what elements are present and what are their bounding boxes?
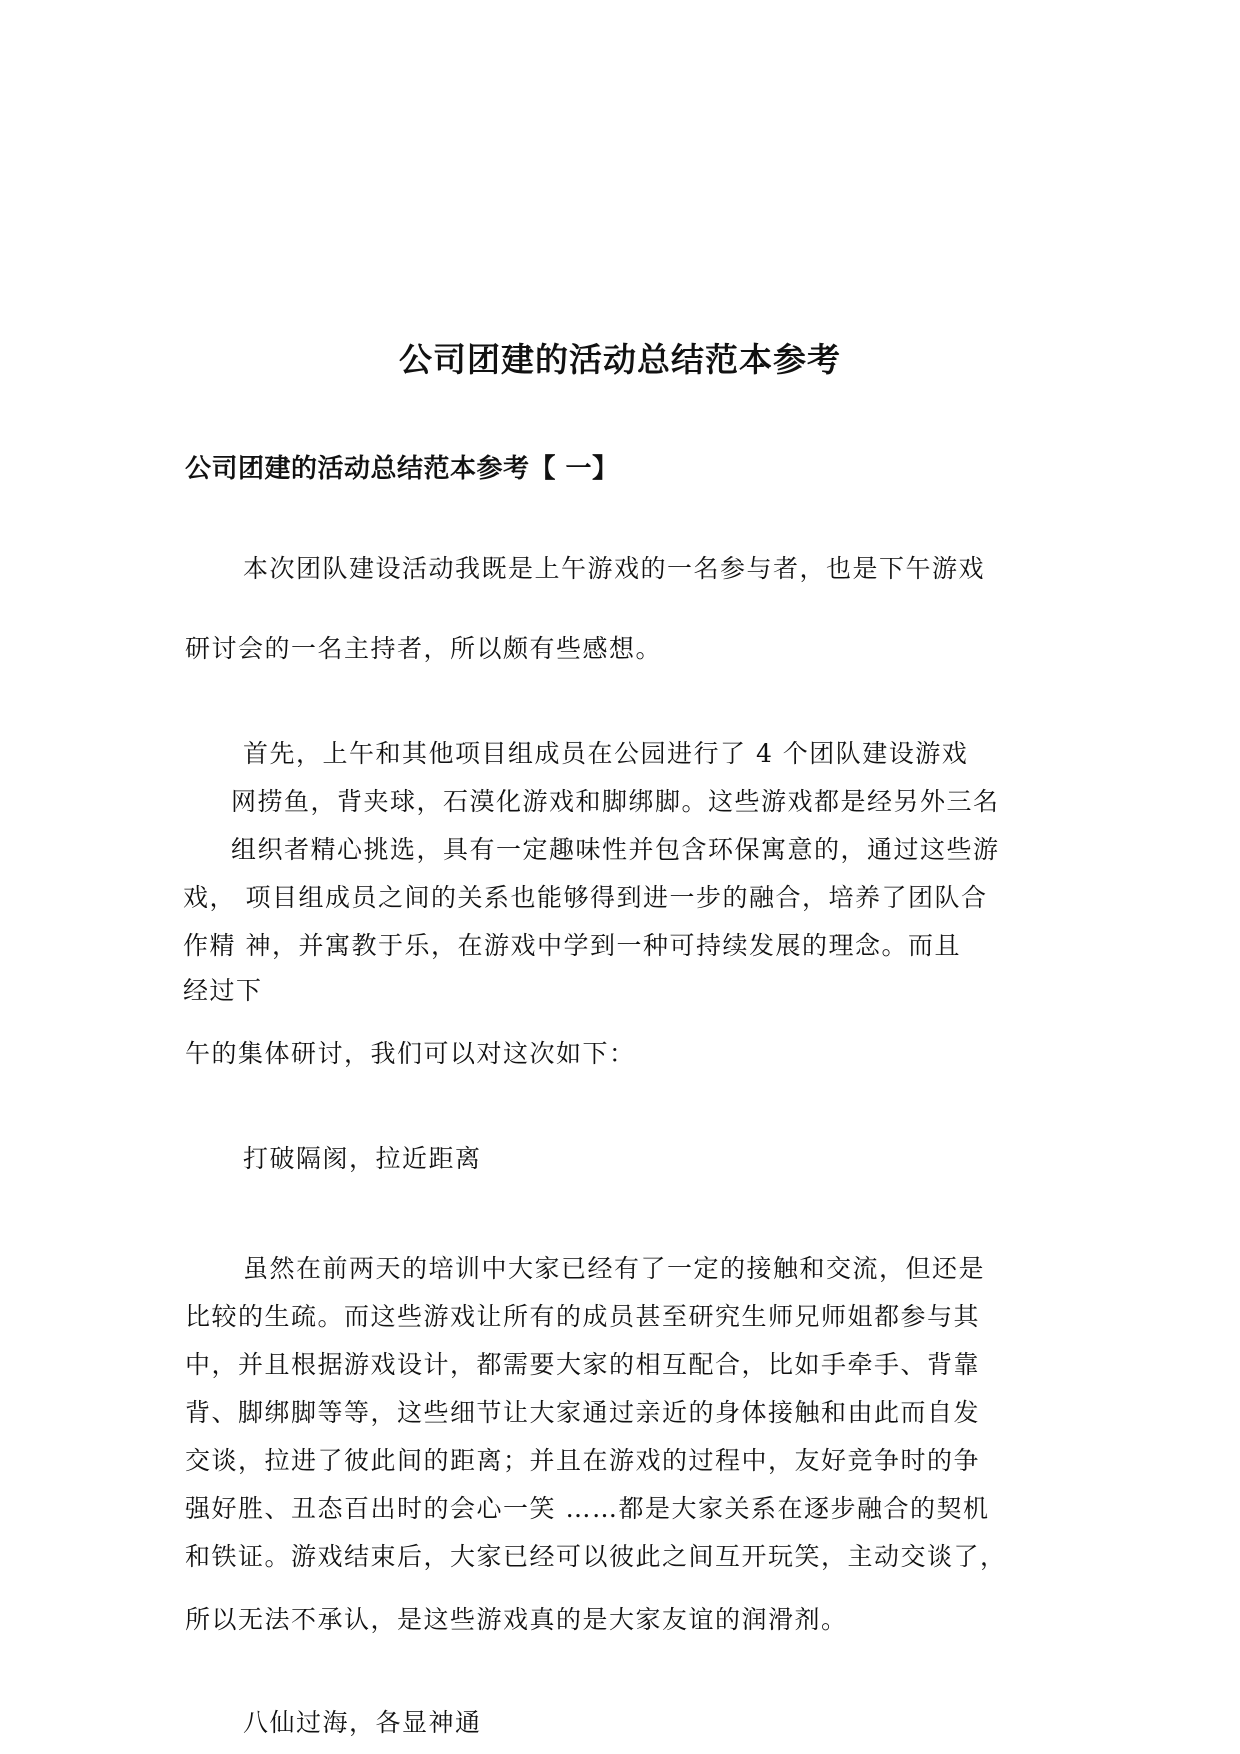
paragraph-line: 本次团队建设活动我既是上午游戏的一名参与者，也是下午游戏 xyxy=(243,554,986,583)
paragraph-line: 交谈，拉进了彼此间的距离；并且在游戏的过程中，友好竞争时的争 xyxy=(185,1446,981,1475)
paragraph-line: 背、脚绑脚等等，这些细节让大家通过亲近的身体接触和由此而自发 xyxy=(185,1398,981,1427)
paragraph-line: 作精 神，并寓教于乐，在游戏中学到一种可持续发展的理念。而且 xyxy=(183,931,961,960)
paragraph-line: 中，并且根据游戏设计，都需要大家的相互配合，比如手牵手、背靠 xyxy=(185,1350,981,1379)
paragraph-line: 所以无法不承认，是这些游戏真的是大家友谊的润滑剂。 xyxy=(185,1605,848,1634)
paragraph-line: 虽然在前两天的培训中大家已经有了一定的接触和交流，但还是 xyxy=(243,1254,986,1283)
paragraph-line: 强好胜、丑态百出时的会心一笑 ……都是大家关系在逐步融合的契机 xyxy=(185,1494,990,1523)
subheading-eight-immortals: 八仙过海，各显神通 xyxy=(243,1708,482,1737)
paragraph-line: 比较的生疏。而这些游戏让所有的成员甚至研究生师兄师姐都参与其 xyxy=(185,1302,981,1331)
section-heading: 公司团建的活动总结范本参考【 一】 xyxy=(185,454,619,484)
paragraph-line: 和铁证。游戏结束后，大家已经可以彼此之间互开玩笑，主动交谈了， xyxy=(185,1542,1007,1571)
subheading-break-barriers: 打破隔阂，拉近距离 xyxy=(243,1144,482,1173)
paragraph-line: 经过下 xyxy=(183,976,263,1005)
paragraph-line: 研讨会的一名主持者，所以颇有些感想。 xyxy=(185,634,663,663)
paragraph-line: 午的集体研讨，我们可以对这次如下： xyxy=(185,1039,636,1068)
paragraph-line: 组织者精心挑选，具有一定趣味性并包含环保寓意的，通过这些游 xyxy=(231,835,1000,864)
document-title: 公司团建的活动总结范本参考 xyxy=(399,340,841,379)
paragraph-line: 首先，上午和其他项目组成员在公园进行了 4 个团队建设游戏 xyxy=(243,739,969,768)
paragraph-line: 戏， 项目组成员之间的关系也能够得到进一步的融合，培养了团队合 xyxy=(183,883,988,912)
paragraph-line: 网捞鱼，背夹球，石漠化游戏和脚绑脚。这些游戏都是经另外三名 xyxy=(231,787,1000,816)
